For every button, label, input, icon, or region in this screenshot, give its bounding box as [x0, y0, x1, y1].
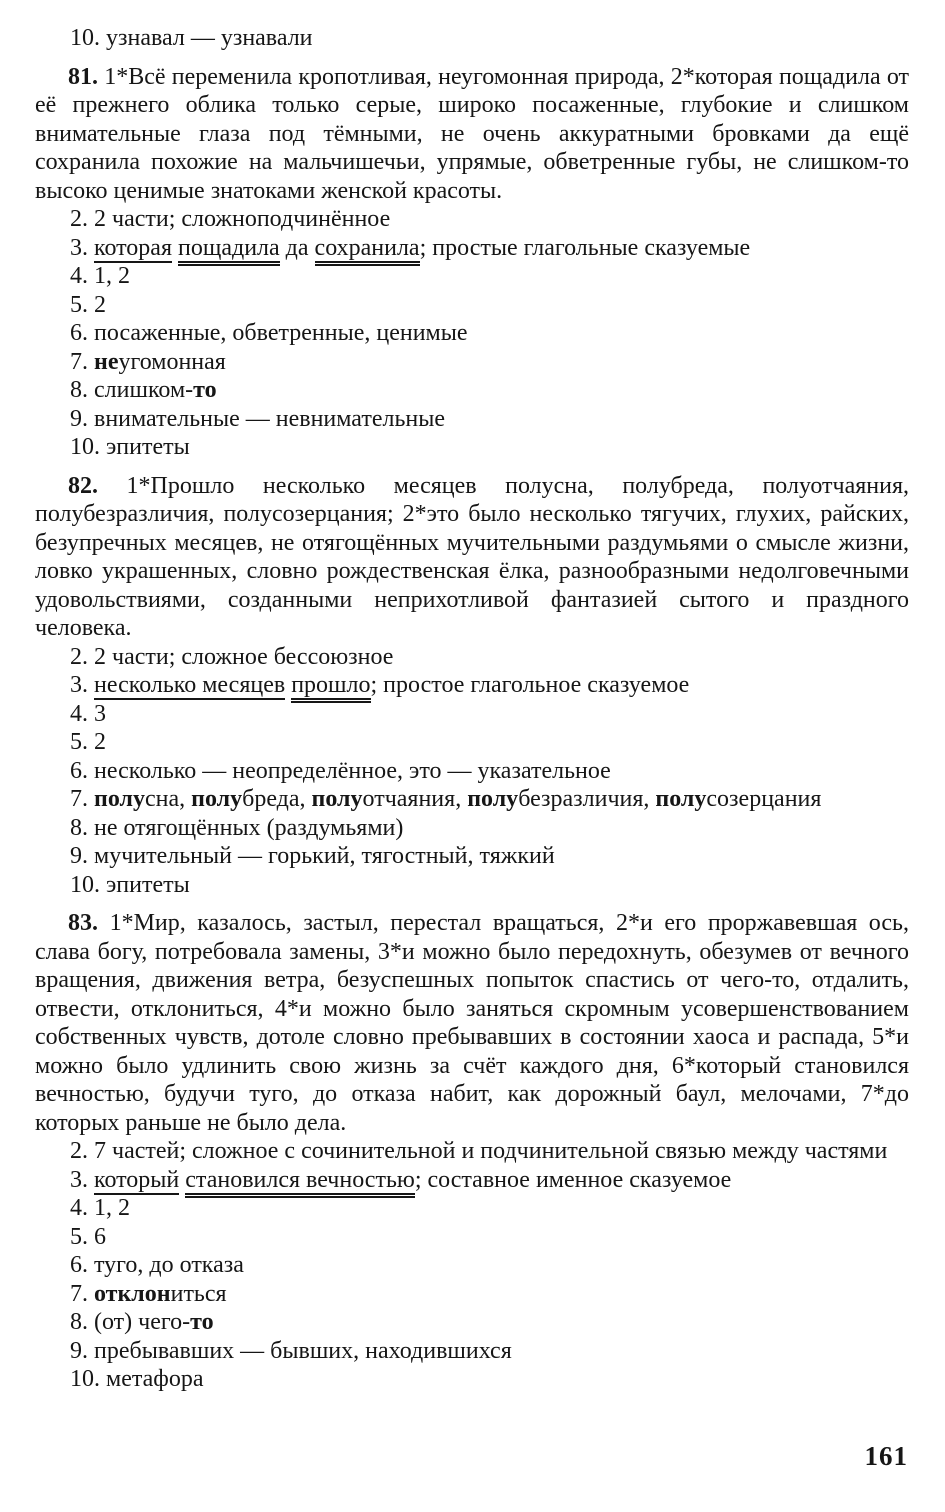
answer-line — [35, 1337, 909, 1366]
bold-morpheme: отклон — [94, 1280, 171, 1307]
answer-line — [35, 757, 909, 786]
item-number: 2. — [70, 206, 94, 232]
text-fragment: не отягощённых (раздумьями) — [94, 814, 404, 841]
text-fragment: иться — [170, 1280, 227, 1307]
grammar-underlined-word: несколько месяцев — [94, 672, 286, 698]
item-number: 4. — [70, 1195, 94, 1221]
item-number: 10. — [70, 871, 106, 898]
item-number: 3. — [70, 1166, 94, 1193]
grammar-underlined-word: прошло — [291, 672, 370, 703]
answer-line — [35, 234, 909, 263]
item-number: 10. — [70, 25, 106, 51]
grammar-underlined-word: которая — [94, 234, 172, 261]
item-number: 6. — [70, 757, 94, 784]
text-fragment: ; составное именное сказуемое — [414, 1166, 732, 1193]
bold-morpheme: полу — [655, 786, 707, 812]
item-number: 5. — [70, 291, 94, 318]
item-number: 3. — [70, 234, 94, 261]
item-number: 10. — [70, 434, 106, 460]
item-number: 7. — [70, 1280, 94, 1307]
exercise-number: 83. — [68, 910, 110, 936]
text-fragment: узнавал — узнавали — [106, 25, 313, 51]
answer-line — [35, 291, 909, 320]
text-fragment: 6 — [94, 1223, 106, 1250]
text-fragment: пребывавших — бывших, находившихся — [94, 1337, 512, 1364]
page-number: 161 — [864, 1441, 908, 1471]
answer-line — [35, 24, 909, 53]
answer-line — [35, 262, 909, 291]
answer-line — [35, 376, 909, 405]
text-fragment: 1*Всё переменила кропотливая, неугомонная природа, 2*которая пощадила от её прежнего облика только серые, широко посаженные, глубокие и слишком внимательные глаза под тёмными, не очень аккуратными бровками да ещё сохранила похожие на мальчишечьи, упрямые, обветренные губы, не слишком-то высоко ценимые знатоками женской красоты. — [35, 63, 910, 204]
text-fragment: посаженные, обветренные, ценимые — [94, 320, 468, 346]
text-fragment: отчаяния, — [362, 786, 468, 812]
text-fragment: угомонная — [118, 348, 226, 375]
grammar-underlined-word: сохранила — [315, 235, 420, 266]
bold-morpheme: полу — [94, 786, 145, 812]
answer-line — [35, 1280, 909, 1309]
bold-morpheme: не — [94, 348, 119, 375]
answer-line — [35, 319, 909, 348]
text-fragment: 2 — [94, 729, 106, 755]
item-number: 5. — [70, 1223, 94, 1250]
text-fragment: да — [279, 234, 315, 261]
text-fragment: туго, до отказа — [94, 1252, 244, 1278]
exercise-number: 82. — [68, 472, 127, 499]
bold-morpheme: полу — [311, 786, 363, 812]
exercise-number: 81. — [68, 63, 105, 90]
item-number: 7. — [70, 348, 94, 375]
item-number: 2. — [70, 643, 94, 670]
bold-morpheme: полу — [467, 786, 519, 812]
text-fragment: несколько — неопределённое, это — указательное — [94, 757, 611, 784]
text-fragment: слишком- — [94, 377, 194, 403]
grammar-underlined-word: который — [94, 1166, 180, 1193]
text-fragment: 2 — [94, 291, 106, 318]
answer-line — [35, 871, 909, 900]
text-fragment: внимательные — невнимательные — [94, 405, 446, 432]
answer-line — [35, 1194, 909, 1223]
item-number: 8. — [70, 377, 94, 403]
answer-line — [35, 1308, 909, 1337]
text-fragment: 1, 2 — [94, 1195, 130, 1221]
item-number: 8. — [70, 814, 94, 841]
answer-line — [35, 814, 909, 843]
text-fragment: 7 частей; сложное с сочинительной и подчинительной связью между частями — [94, 1138, 888, 1164]
item-number: 2. — [70, 1138, 94, 1164]
item-number: 7. — [70, 786, 94, 812]
bold-morpheme: то — [190, 1309, 214, 1335]
item-number: 9. — [70, 405, 94, 432]
text-fragment: бреда, — [242, 786, 312, 812]
item-number: 3. — [70, 672, 94, 698]
text-fragment: 2 части; сложное бессоюзное — [94, 643, 394, 670]
answer-line — [35, 348, 909, 377]
answer-line — [35, 1223, 909, 1252]
text-fragment: 1, 2 — [94, 263, 130, 289]
text-fragment: 3 — [94, 700, 106, 727]
text-fragment: созерцания — [706, 786, 822, 812]
text-fragment: ; простое глагольное сказуемое — [370, 672, 690, 698]
text-fragment: 2 части; сложноподчинённое — [94, 206, 391, 232]
bold-morpheme: полу — [191, 786, 243, 812]
text-fragment: 1*Мир, казалось, застыл, перестал вращаться, 2*и его проржавевшая ось, слава богу, потребовала замены, 3*и можно было передохнуть, обезумев от вечного вращения, движения ветра, безуспешных попыток спастись от чего-то, отдалить, отвести, отклониться, 4*и можно было заняться скромным усовершенствованием собственных чувств, дотоле словно пребывавших в состоянии хаоса и распада, 5*и можно было удлинить свою жизнь за счёт каждого дня, 6*который становился вечностью, будучи туго, до отказа набит, как дорожный баул, мелочами, 7*до которых раньше не было дела. — [35, 910, 910, 1136]
answer-line — [35, 842, 909, 871]
item-number: 6. — [70, 1252, 94, 1278]
answer-line — [35, 785, 909, 814]
item-number: 10. — [70, 1366, 106, 1392]
text-fragment: ; простые глагольные сказуемые — [419, 234, 751, 261]
text-fragment: мучительный — горький, тягостный, тяжкий — [94, 843, 555, 869]
text-fragment: (от) чего- — [94, 1309, 191, 1335]
grammar-underlined-word: становился вечностью — [185, 1167, 415, 1198]
answer-line — [35, 700, 909, 729]
text-fragment: метафора — [106, 1366, 204, 1392]
answer-line — [35, 671, 909, 700]
text-fragment: эпитеты — [106, 434, 190, 460]
bold-morpheme: то — [193, 377, 217, 403]
answer-line — [35, 433, 909, 462]
exercise-paragraph — [35, 63, 909, 206]
item-number: 4. — [70, 700, 94, 727]
text-fragment: 1*Прошло несколько месяцев полусна, полубреда, полуотчаяния, полубезразличия, полусозерцания; 2*это было несколько тягучих, глухих, райских, безупречных месяцев, не отягощённых мучительными раздумьями о смысле жизни, ловко украшенных, словно рождественская ёлка, разнообразными недолговечными удовольствиями, созданными неприхотливой фантазией сытого и праздного человека. — [35, 472, 910, 641]
text-fragment: безразличия, — [518, 786, 656, 812]
item-number: 4. — [70, 263, 94, 289]
exercise-paragraph — [35, 909, 909, 1137]
item-number: 8. — [70, 1309, 94, 1335]
answer-line — [35, 1365, 909, 1394]
answer-line — [35, 405, 909, 434]
grammar-underlined-word: пощадила — [178, 235, 280, 266]
exercise-paragraph — [35, 472, 909, 643]
text-fragment: сна, — [144, 786, 192, 812]
answer-line — [35, 1251, 909, 1280]
item-number: 9. — [70, 1337, 94, 1364]
text-fragment: эпитеты — [106, 871, 190, 898]
answer-line — [35, 205, 909, 234]
item-number: 5. — [70, 729, 94, 755]
answer-line — [35, 728, 909, 757]
answer-line — [35, 643, 909, 672]
item-number: 9. — [70, 843, 94, 869]
answer-line — [35, 1137, 909, 1166]
answer-line — [35, 1166, 909, 1195]
item-number: 6. — [70, 320, 94, 346]
